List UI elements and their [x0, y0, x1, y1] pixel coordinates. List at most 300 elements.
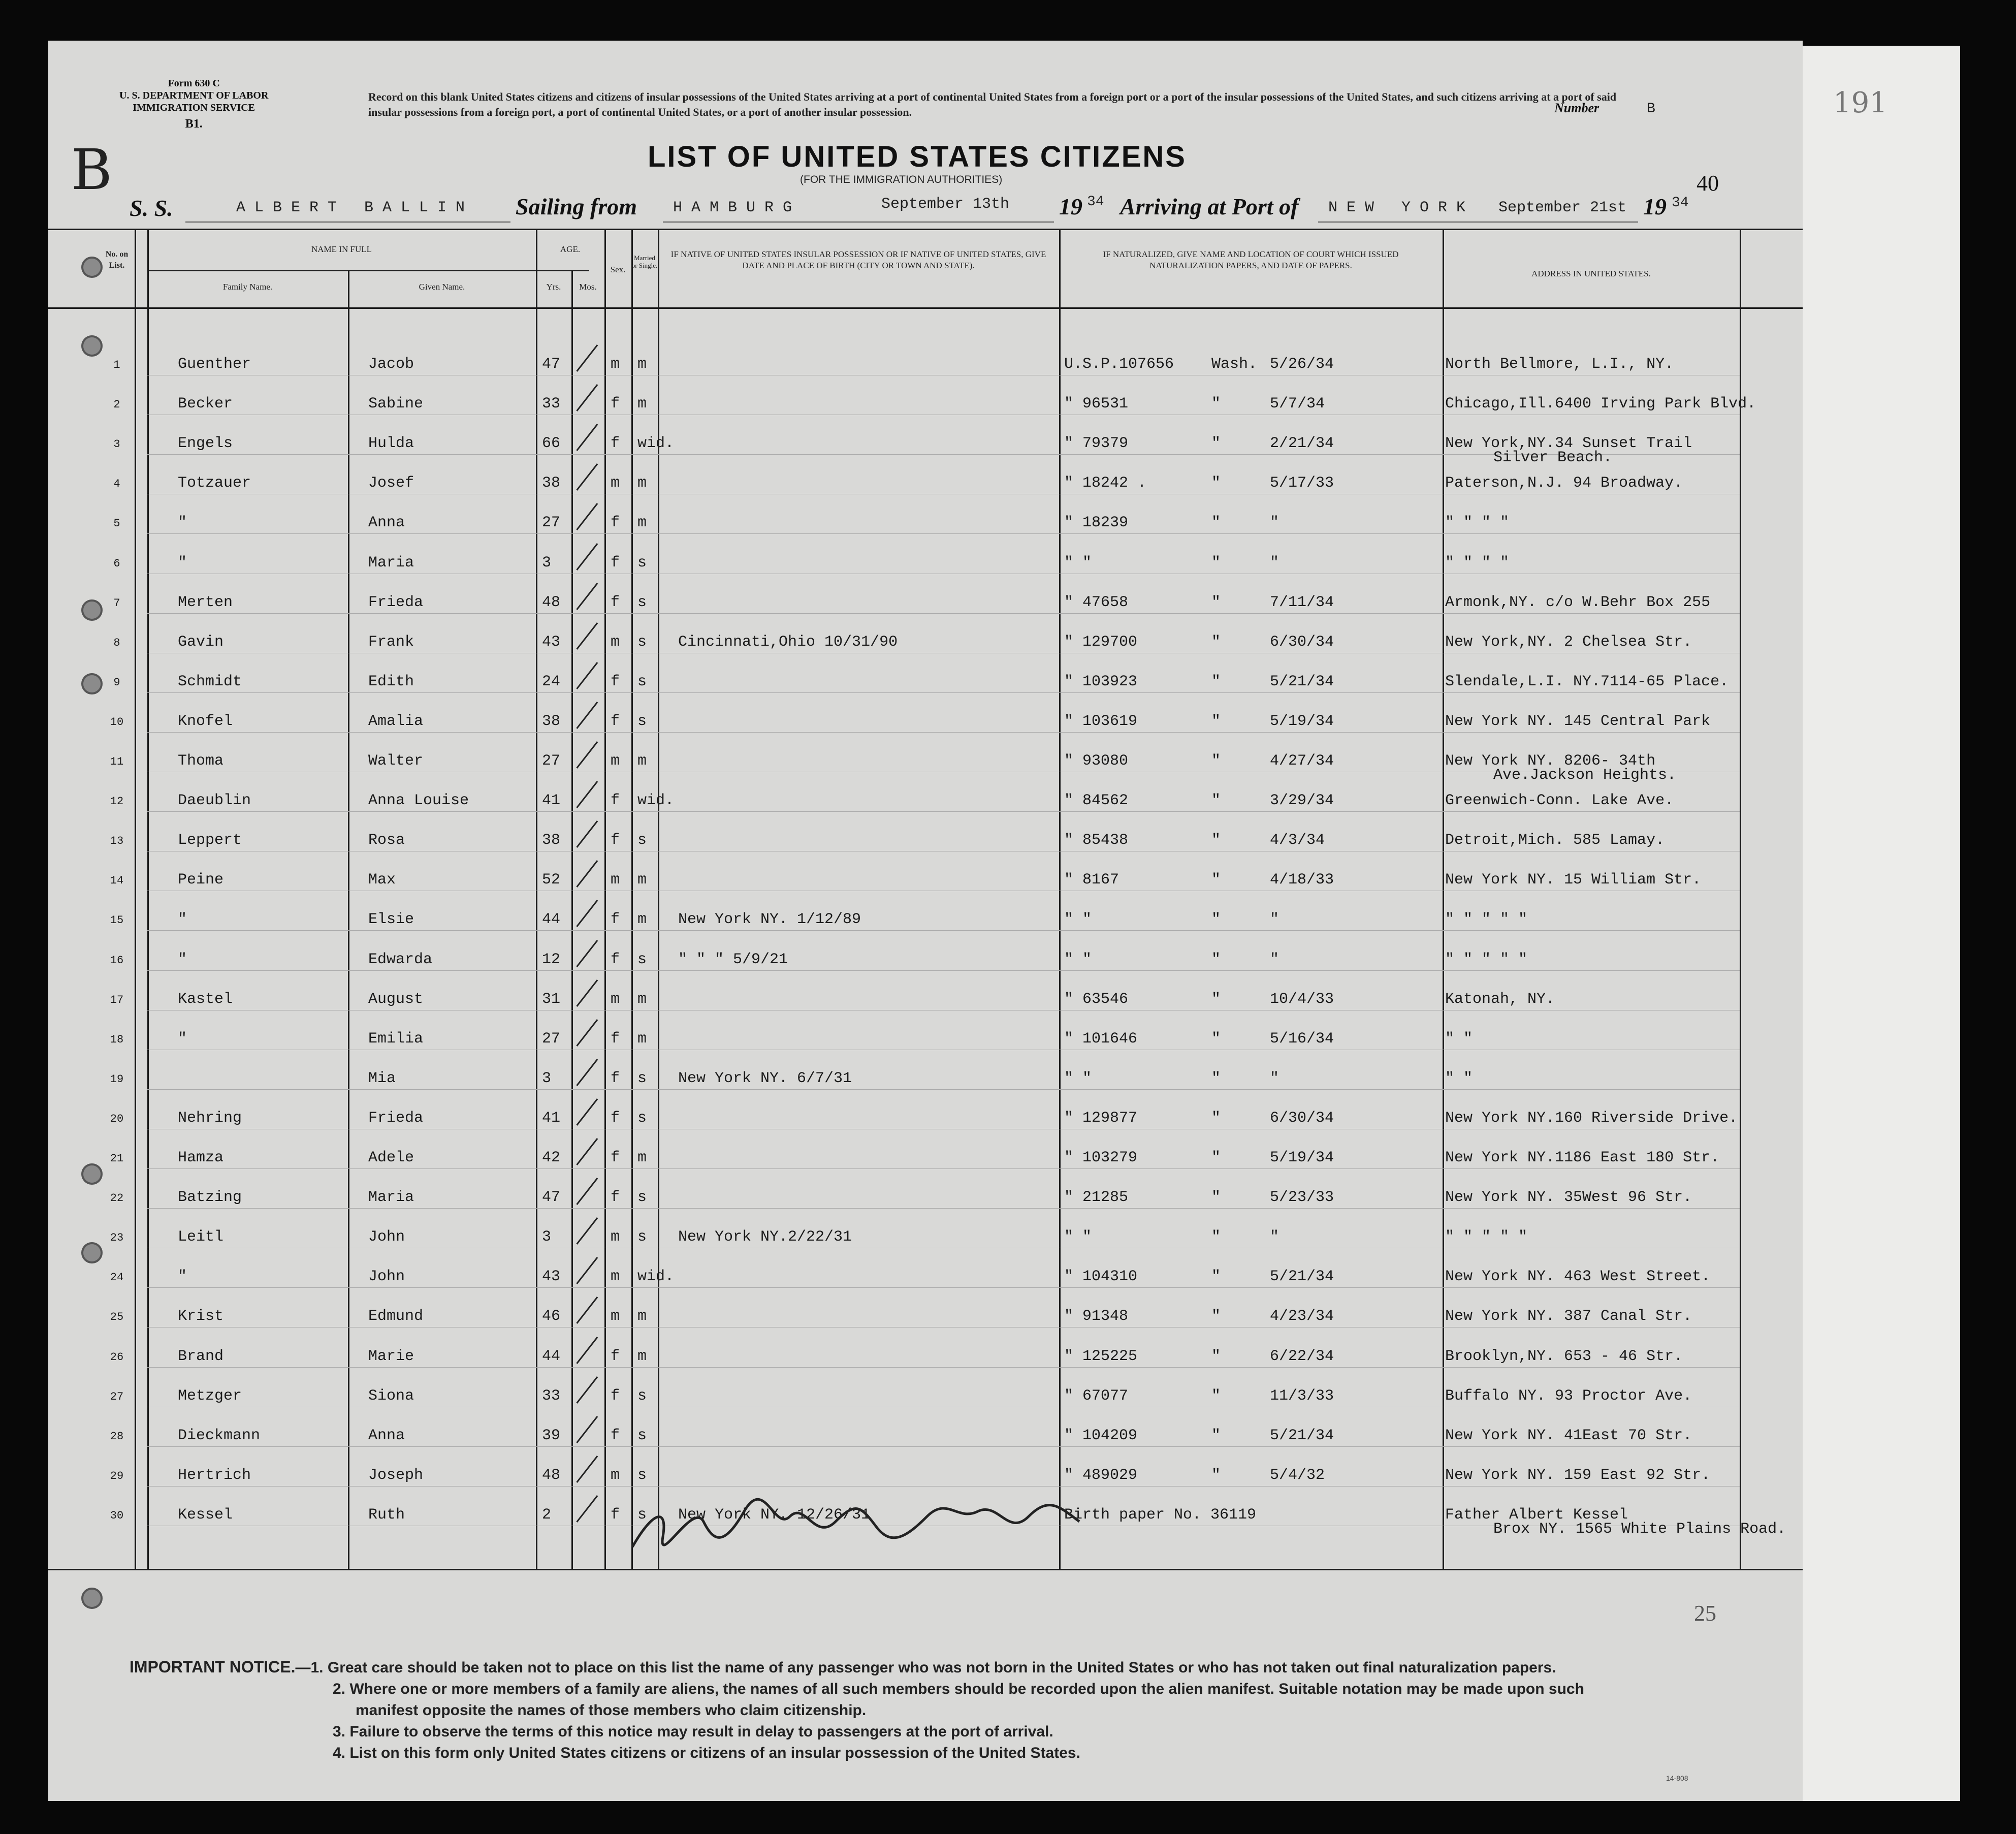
naturalization-court: " — [1211, 911, 1221, 929]
punch-hole — [81, 1242, 103, 1263]
port-from: HAMBURG — [673, 199, 802, 216]
naturalization-number: " 125225 — [1064, 1347, 1138, 1365]
naturalization-date: 6/30/34 — [1270, 1109, 1334, 1127]
year-prefix-from: 19 — [1059, 194, 1082, 219]
check-mark — [576, 1098, 598, 1126]
age-years: 41 — [542, 1109, 561, 1127]
marital-status: m — [637, 911, 647, 929]
sex: f — [611, 1387, 620, 1405]
sex: f — [611, 1427, 620, 1444]
address: " " " " " — [1445, 1228, 1528, 1246]
family-name: Peine — [178, 871, 224, 889]
family-name: Thoma — [178, 752, 224, 770]
marital-status: s — [637, 832, 647, 849]
row-number: 22 — [110, 1192, 124, 1205]
row-rule — [147, 1486, 1740, 1487]
page-subtitle: (FOR THE IMMIGRATION AUTHORITIES) — [800, 174, 1003, 185]
age-years: 44 — [542, 1347, 561, 1365]
notice-item: 3. Failure to observe the terms of this notice may result in delay to passengers at the port of arrival. — [333, 1723, 1053, 1740]
age-years: 3 — [542, 554, 552, 572]
naturalization-court: " — [1211, 832, 1221, 849]
marital-status: m — [637, 990, 647, 1008]
naturalization-number: " " — [1064, 1069, 1092, 1087]
check-mark — [576, 1217, 598, 1245]
row-number: 13 — [110, 835, 124, 848]
number-label: Number — [1554, 101, 1599, 115]
marital-status: m — [637, 1347, 647, 1365]
naturalization-number: " 103923 — [1064, 673, 1138, 690]
naturalization-number: " 47658 — [1064, 593, 1129, 611]
row-number: 8 — [113, 636, 120, 649]
naturalization-number: " 18239 — [1064, 514, 1129, 532]
col-divider — [135, 229, 136, 1569]
sex: f — [611, 1506, 620, 1524]
address-line-2: Brox NY. 1565 White Plains Road. — [1493, 1520, 1786, 1538]
year-to: 34 — [1672, 195, 1689, 211]
col-yrs: Yrs. — [546, 282, 561, 292]
row-number: 6 — [113, 557, 120, 570]
given-name: Mia — [368, 1069, 396, 1087]
form-id-block — [119, 77, 268, 130]
check-mark — [576, 662, 598, 689]
sex: m — [611, 475, 620, 492]
check-mark — [576, 860, 598, 888]
sex: f — [611, 514, 620, 532]
arriving-label: Arriving at Port of — [1120, 194, 1299, 219]
given-name: Walter — [368, 752, 424, 770]
naturalization-date: 5/21/34 — [1270, 1268, 1334, 1286]
naturalization-date: 7/11/34 — [1270, 593, 1334, 611]
age-years: 27 — [542, 514, 561, 532]
naturalization-court: " — [1211, 395, 1221, 413]
check-mark — [576, 1297, 598, 1324]
address: North Bellmore, L.I., NY. — [1445, 356, 1674, 373]
col-divider — [1059, 229, 1061, 1569]
marital-status: s — [637, 951, 647, 968]
age-years: 48 — [542, 593, 561, 611]
port-to: NEW YORK — [1328, 199, 1475, 216]
naturalization-court: " — [1211, 871, 1221, 889]
col-name-in-full: NAME IN FULL — [311, 244, 372, 254]
family-name: Totzauer — [178, 475, 251, 492]
marital-status: s — [637, 593, 647, 611]
naturalization-date: 10/4/33 — [1270, 990, 1334, 1008]
sex: f — [611, 1069, 620, 1087]
age-years: 39 — [542, 1427, 561, 1444]
row-number: 24 — [110, 1271, 124, 1284]
col-given-name: Given Name. — [419, 282, 465, 292]
naturalization-number: " 103619 — [1064, 712, 1138, 730]
marital-status: m — [637, 871, 647, 889]
naturalization-date: 4/23/34 — [1270, 1308, 1334, 1325]
given-name: Josef — [368, 475, 414, 492]
naturalization-court: " — [1211, 712, 1221, 730]
check-mark — [576, 1138, 598, 1165]
family-name: " — [178, 1268, 187, 1286]
check-mark — [576, 702, 598, 729]
naturalization-date: 5/16/34 — [1270, 1030, 1334, 1048]
naturalization-number: Birth paper No. 36119 — [1064, 1506, 1257, 1524]
important-notice — [130, 1656, 1803, 1764]
address: Brooklyn,NY. 653 - 46 Str. — [1445, 1347, 1683, 1365]
naturalization-number: " 84562 — [1064, 792, 1129, 810]
sex: f — [611, 395, 620, 413]
family-name: " — [178, 514, 187, 532]
row-number: 3 — [113, 438, 120, 451]
naturalization-number: " 104310 — [1064, 1268, 1138, 1286]
punch-hole — [81, 599, 103, 621]
address: Katonah, NY. — [1445, 990, 1555, 1008]
given-name: Emilia — [368, 1030, 424, 1048]
address: " " — [1445, 1069, 1473, 1087]
age-years: 33 — [542, 1387, 561, 1405]
check-mark — [576, 1337, 598, 1364]
marital-status: wid. — [637, 435, 675, 453]
naturalization-number: " " — [1064, 1228, 1092, 1246]
naturalization-date: 5/19/34 — [1270, 1149, 1334, 1166]
col-address: ADDRESS IN UNITED STATES. — [1531, 269, 1651, 278]
address: New York NY.160 Riverside Drive. — [1445, 1109, 1738, 1127]
naturalization-number: " " — [1064, 951, 1092, 968]
punch-hole — [81, 335, 103, 357]
sex: f — [611, 951, 620, 968]
col-divider — [147, 229, 149, 1569]
ship-name: ALBERT BALLIN — [236, 199, 474, 216]
sex: f — [611, 1347, 620, 1365]
marital-status: m — [637, 395, 647, 413]
marital-status: s — [637, 673, 647, 690]
naturalization-number: " 18242 . — [1064, 475, 1147, 492]
naturalization-court: " — [1211, 1308, 1221, 1325]
address: New York NY. 8206- 34th — [1445, 752, 1656, 770]
family-name: Engels — [178, 435, 233, 453]
naturalization-date: 3/29/34 — [1270, 792, 1334, 810]
notice-item: —1. Great care should be taken not to place on this list the name of any passenger who was not born in the United States or who has not taken out final naturalization papers. — [295, 1659, 1556, 1676]
check-mark — [576, 1257, 598, 1284]
family-name: Brand — [178, 1347, 224, 1365]
family-name: Merten — [178, 593, 233, 611]
address: " " — [1445, 1030, 1473, 1048]
ss-label: S. S. — [130, 195, 173, 221]
naturalization-date: 5/23/33 — [1270, 1189, 1334, 1207]
marital-status: m — [637, 514, 647, 532]
age-years: 47 — [542, 1189, 561, 1207]
marital-status: s — [637, 1189, 647, 1207]
col-family-name: Family Name. — [222, 282, 273, 292]
family-name: Nehring — [178, 1109, 242, 1127]
family-name: Knofel — [178, 712, 233, 730]
row-rule — [147, 1287, 1740, 1288]
notice-item: 2. Where one or more members of a family are aliens, the names of all such members should be recorded upon the alien manifest. Suitable notation may be made upon such — [333, 1681, 1584, 1697]
naturalization-number: " 63546 — [1064, 990, 1129, 1008]
given-name: Edith — [368, 673, 414, 690]
age-years: 38 — [542, 475, 561, 492]
check-mark — [576, 900, 598, 927]
check-mark — [576, 543, 598, 571]
naturalization-court: " — [1211, 554, 1221, 572]
row-number: 7 — [113, 596, 120, 610]
naturalization-date: 5/21/34 — [1270, 1427, 1334, 1444]
naturalization-date: " — [1270, 951, 1279, 968]
check-mark — [576, 741, 598, 769]
naturalization-court: " — [1211, 673, 1221, 690]
col-divider — [536, 229, 537, 1569]
naturalization-date: " — [1270, 554, 1279, 572]
sex: m — [611, 633, 620, 651]
corner-mark: 191 — [1833, 86, 1887, 119]
department: U. S. DEPARTMENT OF LABOR — [119, 90, 269, 101]
naturalization-number: " " — [1064, 911, 1092, 929]
row-number: 9 — [113, 676, 120, 689]
given-name: August — [368, 990, 424, 1008]
address: New York NY. 35West 96 Str. — [1445, 1189, 1692, 1207]
row-rule — [147, 970, 1740, 971]
address: Buffalo NY. 93 Proctor Ave. — [1445, 1387, 1692, 1405]
marital-status: m — [637, 1149, 647, 1166]
check-mark — [576, 781, 598, 808]
naturalization-court: " — [1211, 514, 1221, 532]
check-mark — [576, 1019, 598, 1047]
check-mark — [576, 1495, 598, 1523]
row-number: 27 — [110, 1390, 124, 1403]
given-name: John — [368, 1268, 405, 1286]
sex: m — [611, 871, 620, 889]
inspector-signature — [622, 1491, 1130, 1562]
birth-info: " " " 5/9/21 — [678, 951, 788, 968]
family-name: " — [178, 1030, 187, 1048]
address: New York NY. 145 Central Park — [1445, 712, 1711, 730]
sex: m — [611, 1466, 620, 1484]
sex: m — [611, 1268, 620, 1286]
naturalization-number: " 489029 — [1064, 1466, 1138, 1484]
given-name: Edmund — [368, 1308, 424, 1325]
row-rule — [147, 930, 1740, 931]
row-rule — [147, 1208, 1740, 1209]
col-divider — [571, 270, 573, 1569]
sex: f — [611, 832, 620, 849]
birth-info: New York NY. 12/26/31 — [678, 1506, 871, 1524]
date-from: September 13th — [881, 196, 1010, 213]
check-mark — [576, 583, 598, 610]
marital-status: wid. — [637, 792, 675, 810]
form-code: B1. — [185, 117, 203, 131]
check-mark — [576, 940, 598, 967]
naturalization-number: " 85438 — [1064, 832, 1129, 849]
naturalization-date: 6/30/34 — [1270, 633, 1334, 651]
row-number: 10 — [110, 715, 124, 729]
check-mark — [576, 344, 598, 372]
sex: f — [611, 593, 620, 611]
col-divider — [1740, 229, 1741, 1569]
age-years: 43 — [542, 633, 561, 651]
marital-status: m — [637, 475, 647, 492]
given-name: Sabine — [368, 395, 424, 413]
family-name: Leitl — [178, 1228, 224, 1246]
number-field — [1554, 101, 1655, 117]
address-line-2: Silver Beach. — [1493, 449, 1613, 467]
check-mark — [576, 424, 598, 451]
notice-item: 4. List on this form only United States citizens or citizens of an insular possession of the United States. — [333, 1745, 1080, 1761]
given-name: John — [368, 1228, 405, 1246]
naturalization-date: 5/17/33 — [1270, 475, 1334, 492]
age-years: 42 — [542, 1149, 561, 1166]
naturalization-court: " — [1211, 1427, 1221, 1444]
given-name: Max — [368, 871, 396, 889]
given-name: Ruth — [368, 1506, 405, 1524]
punch-hole — [81, 1163, 103, 1185]
col-no: No. on List. — [105, 250, 129, 270]
naturalization-number: " 67077 — [1064, 1387, 1129, 1405]
row-number: 1 — [113, 359, 120, 371]
address-line-2: Ave.Jackson Heights. — [1493, 767, 1677, 784]
naturalization-date: 5/21/34 — [1270, 673, 1334, 690]
given-name: Jacob — [368, 356, 414, 373]
naturalization-date: 11/3/33 — [1270, 1387, 1334, 1405]
table-header-border — [48, 307, 1803, 309]
check-mark — [576, 1376, 598, 1404]
row-number: 16 — [110, 954, 124, 967]
naturalization-court: " — [1211, 792, 1221, 810]
form-number: Form 630 C — [168, 78, 220, 89]
age-years: 48 — [542, 1466, 561, 1484]
family-name: Kessel — [178, 1506, 233, 1524]
age-years: 41 — [542, 792, 561, 810]
naturalization-date: 5/19/34 — [1270, 712, 1334, 730]
manifest-page — [48, 41, 1803, 1801]
sex: f — [611, 1109, 620, 1127]
age-years: 52 — [542, 871, 561, 889]
address: New York,NY.34 Sunset Trail — [1445, 435, 1692, 453]
family-name: Batzing — [178, 1189, 242, 1207]
naturalization-court: " — [1211, 990, 1221, 1008]
naturalization-date: 2/21/34 — [1270, 435, 1334, 453]
check-mark — [576, 820, 598, 848]
age-years: 31 — [542, 990, 561, 1008]
naturalization-court: " — [1211, 475, 1221, 492]
age-years: 24 — [542, 673, 561, 690]
family-name: " — [178, 911, 187, 929]
sex: f — [611, 673, 620, 690]
check-mark — [576, 1416, 598, 1443]
row-number: 29 — [110, 1469, 124, 1482]
age-years: 12 — [542, 951, 561, 968]
address: New York NY. 387 Canal Str. — [1445, 1308, 1692, 1325]
address: " " " " " — [1445, 951, 1528, 968]
row-rule — [147, 1168, 1740, 1169]
punch-hole — [81, 673, 103, 694]
naturalization-date: 5/7/34 — [1270, 395, 1325, 413]
naturalization-date: 4/3/34 — [1270, 832, 1325, 849]
row-number: 15 — [110, 914, 124, 927]
marital-status: m — [637, 356, 647, 373]
col-age: AGE. — [560, 244, 581, 254]
underline — [185, 222, 510, 223]
given-name: Frieda — [368, 593, 424, 611]
given-name: Adele — [368, 1149, 414, 1166]
address: Father Albert Kessel — [1445, 1506, 1628, 1524]
col-mos: Mos. — [579, 282, 597, 292]
naturalization-date: " — [1270, 911, 1279, 929]
row-number: 20 — [110, 1112, 124, 1125]
row-number: 28 — [110, 1430, 124, 1443]
naturalization-court: " — [1211, 633, 1221, 651]
row-number: 18 — [110, 1033, 124, 1046]
sex: m — [611, 752, 620, 770]
given-name: Maria — [368, 1189, 414, 1207]
naturalization-number: " 129700 — [1064, 633, 1138, 651]
row-number: 4 — [113, 478, 120, 491]
age-years: 27 — [542, 752, 561, 770]
naturalization-court: " — [1211, 951, 1221, 968]
address: New York NY.1186 East 180 Str. — [1445, 1149, 1720, 1166]
adjacent-page-edge — [1803, 46, 1960, 1801]
naturalization-court: " — [1211, 1228, 1221, 1246]
family-name: Hamza — [178, 1149, 224, 1166]
given-name: Anna Louise — [368, 792, 469, 810]
sex: f — [611, 1189, 620, 1207]
row-rule — [147, 533, 1740, 534]
sex: f — [611, 435, 620, 453]
sailing-label: Sailing from — [516, 194, 637, 219]
address: " " " " — [1445, 554, 1510, 572]
naturalization-number: " 103279 — [1064, 1149, 1138, 1166]
family-name: Dieckmann — [178, 1427, 261, 1444]
subheader-border — [147, 270, 589, 271]
row-number: 5 — [113, 517, 120, 530]
age-years: 44 — [542, 911, 561, 929]
check-mark — [576, 622, 598, 650]
sex: f — [611, 1149, 620, 1166]
naturalization-number: " 79379 — [1064, 435, 1129, 453]
naturalization-court: " — [1211, 1347, 1221, 1365]
check-mark — [576, 1059, 598, 1086]
birth-info: New York NY. 1/12/89 — [678, 911, 861, 929]
marital-status: m — [637, 752, 647, 770]
naturalization-date: 6/22/34 — [1270, 1347, 1334, 1365]
marital-status: s — [637, 1387, 647, 1405]
year-from: 34 — [1087, 194, 1104, 210]
page-number: 40 — [1697, 171, 1719, 196]
given-name: Siona — [368, 1387, 414, 1405]
col-native-birth: IF NATIVE OF UNITED STATES INSULAR POSSESSION OR IF NATIVE OF UNITED STATES, GIVE DATE AND PLACE OF BIRTH (CITY OR TOWN AND STATE). — [670, 249, 1046, 270]
sex: m — [611, 990, 620, 1008]
naturalization-court: " — [1211, 752, 1221, 770]
age-years: 3 — [542, 1069, 552, 1087]
naturalization-number: " " — [1064, 554, 1092, 572]
col-divider — [1443, 229, 1444, 1569]
handwritten-letter: B — [71, 137, 112, 202]
naturalization-number: " 96531 — [1064, 395, 1129, 413]
col-divider — [631, 229, 633, 1569]
naturalization-number: " 129877 — [1064, 1109, 1138, 1127]
punch-hole — [81, 1588, 103, 1609]
underline — [1318, 222, 1638, 223]
address: New York,NY. 2 Chelsea Str. — [1445, 633, 1692, 651]
naturalization-number: " 93080 — [1064, 752, 1129, 770]
age-years: 2 — [542, 1506, 552, 1524]
col-sex: Sex. — [610, 265, 626, 274]
naturalization-court: " — [1211, 1189, 1221, 1207]
naturalization-date: " — [1270, 514, 1279, 532]
family-name: Becker — [178, 395, 233, 413]
naturalization-court: Wash. — [1211, 356, 1258, 373]
check-mark — [576, 463, 598, 491]
row-rule — [147, 1367, 1740, 1368]
birth-info: Cincinnati,Ohio 10/31/90 — [678, 633, 898, 651]
given-name: Hulda — [368, 435, 414, 453]
naturalization-date: 4/27/34 — [1270, 752, 1334, 770]
naturalization-number: U.S.P.107656 — [1064, 356, 1174, 373]
